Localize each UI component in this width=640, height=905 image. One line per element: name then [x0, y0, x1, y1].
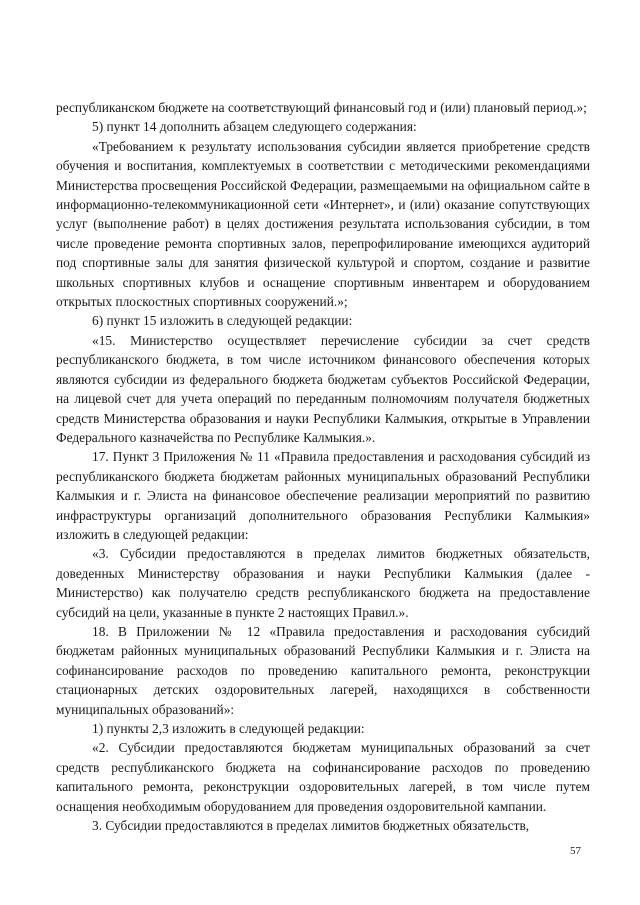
paragraph-10: «2. Субсидии предоставляются бюджетам муниципальных образований за счет средств республиканского бюджета на софинансирование расходов по проведению капитального ремонта, реконструкции оздоровительных лагерей, в том числе путем оснащения необходимым оборудованием для проведения оздоровительной кампании.	[56, 740, 590, 814]
paragraph-3: «Требованием к результату использования субсидии является приобретение средств обучения и воспитания, комплектуемых в соответствии с методическими рекомендациями Министерства просвещения Российской Федерации, размещаемыми на официальном сайте в информационно-телекоммуникационной сети «Интернет», и (или) оказание сопутствующих услуг (выполнение работ) в целях достижения результата использования субсидии, в том числе проведение ремонта спортивных залов, перепрофилирование имеющихся аудиторий под спортивные залы для занятия физической культурой и спортом, создание и развитие школьных спортивных клубов и оснащение спортивным инвентарем и оборудованием открытых плоскостных спортивных сооружений.»;	[56, 138, 590, 310]
paragraph-2: 5) пункт 14 дополнить абзацем следующего содержания:	[92, 119, 417, 135]
paragraph-9: 1) пункты 2,3 изложить в следующей редакции:	[92, 721, 365, 736]
document-body	[56, 98, 590, 835]
paragraph-5: «15. Министерство осуществляет перечисление субсидии за счет средств республиканского бюджета, в том числе источником финансового обеспечения которых являются субсидии из федерального бюджета бюджетам субъектов Российской Федерации, на лицевой счет для учета операций по переданным полномочиям получателя бюджетных средств Министерства образования и науки Республики Калмыкия, открытые в Управлении Федерального казначейства по Республике Калмыкия.».	[56, 332, 590, 445]
paragraph-4: 6) пункт 15 изложить в следующей редакции:	[92, 313, 353, 329]
paragraph-8: 18. В Приложении № 12 «Правила предоставления и расходования субсидий бюджетам районных муниципальных образований Республики Калмыкия и г. Элиста на софинансирование расходов по проведению капитального ремонта, реконструкции стационарных детских оздоровительных лагерей, находящихся в собственности муниципальных образований»:	[56, 623, 590, 717]
page-number: 57	[570, 845, 581, 857]
paragraph-1: республиканском бюджете на соответствующий финансовый год и (или) плановый период.»;	[56, 100, 587, 115]
paragraph-7: «3. Субсидии предоставляются в пределах лимитов бюджетных обязательств, доведенных Министерству образования и науки Республики Калмыкия (далее - Министерство) как получателю средств республиканского бюджета на предоставление субсидий на цели, указанные в пункте 2 настоящих Правил.».	[56, 546, 590, 620]
paragraph-11: 3. Субсидии предоставляются в пределах лимитов бюджетных обязательств,	[92, 818, 530, 834]
paragraph-6: 17. Пункт 3 Приложения № 11 «Правила предоставления и расходования субсидий из республиканского бюджета бюджетам районных муниципальных образований Республики Калмыкия и г. Элиста на финансовое обеспечение реализации мероприятий по развитию инфраструктуры организаций дополнительного образования Республики Калмыкия» изложить в следующей редакции:	[56, 449, 590, 542]
